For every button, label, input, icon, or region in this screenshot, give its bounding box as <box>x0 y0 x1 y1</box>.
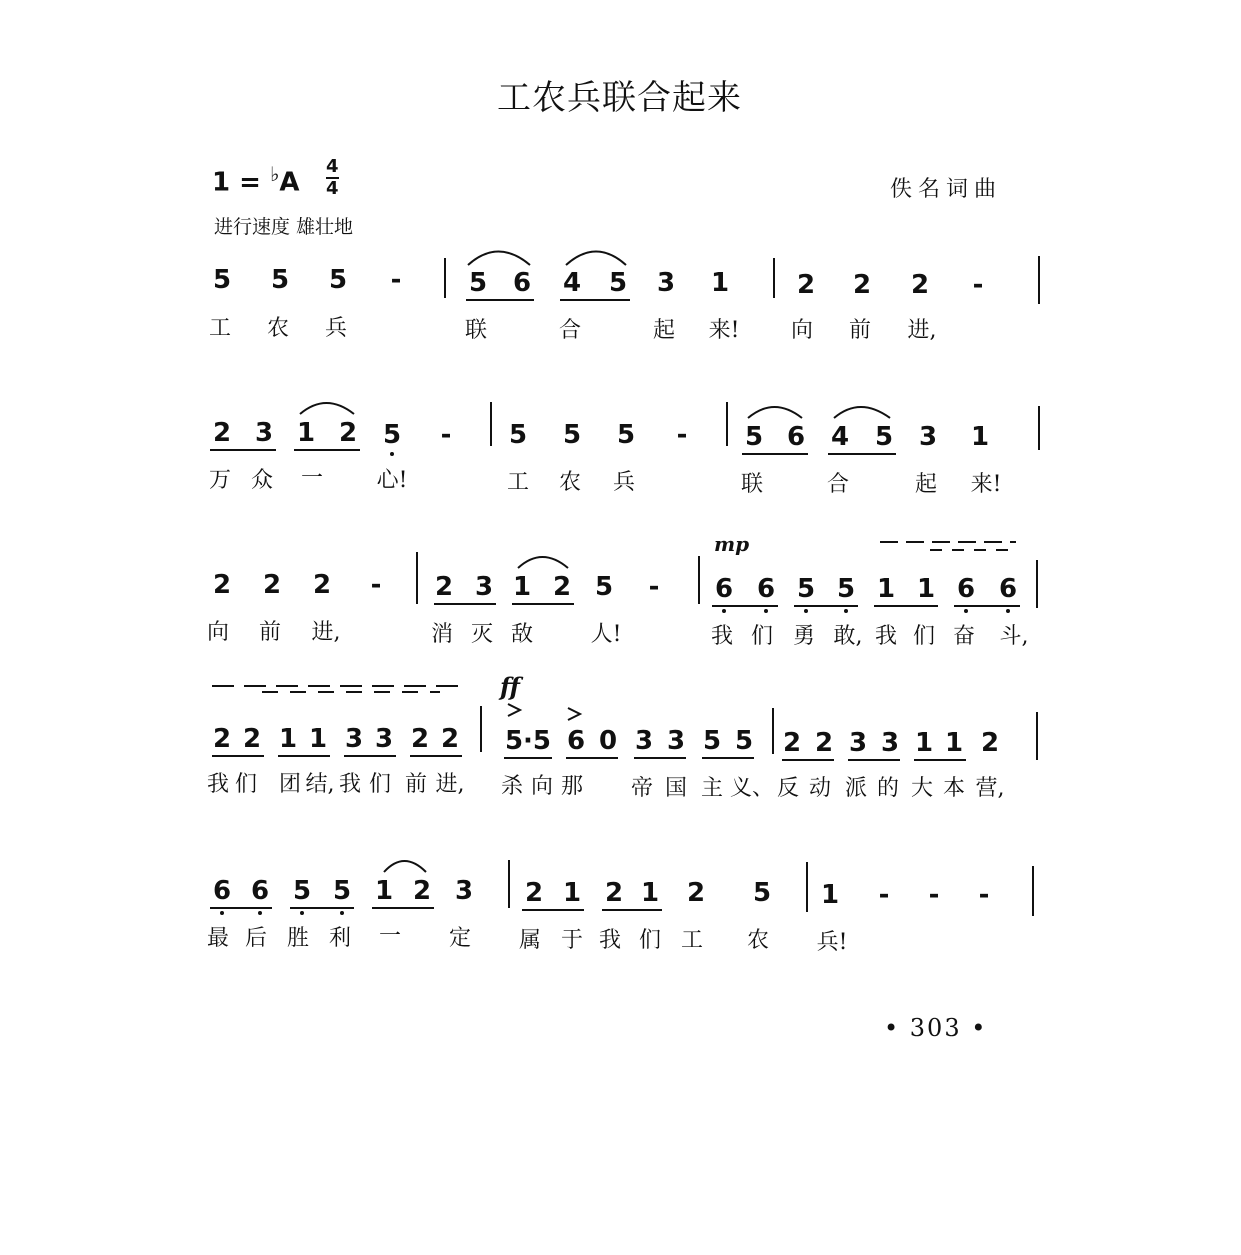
lyric: 向 <box>530 774 554 799</box>
slur <box>468 252 530 266</box>
credits: 佚名词曲 <box>890 177 1003 202</box>
lyric: 胜 <box>286 926 310 951</box>
lyric: 斗, <box>999 624 1029 649</box>
lyric: 国 <box>664 776 688 801</box>
lyric: 们 <box>912 624 936 649</box>
flat-sign: ♭ <box>269 162 280 186</box>
lyric: 勇 <box>792 624 816 649</box>
note: 5 <box>874 422 894 452</box>
note: 6 <box>250 876 270 906</box>
lyric: 工 <box>208 316 232 341</box>
note: 6 <box>956 574 976 604</box>
lyric: 进, <box>907 318 937 343</box>
lyric: 营, <box>975 776 1005 801</box>
note: 1 <box>916 574 936 604</box>
note: 6 <box>714 574 734 604</box>
note: - <box>978 880 990 910</box>
note: 1 <box>944 728 964 758</box>
note: 4 <box>830 422 850 452</box>
lyric: 联 <box>740 472 764 497</box>
note: 5 <box>468 268 488 298</box>
note: 2 <box>212 570 232 600</box>
lyric: 起 <box>652 318 676 343</box>
lyric: 奋 <box>952 624 976 649</box>
lyric: 起 <box>914 472 938 497</box>
note: 3 <box>344 724 364 754</box>
note: 2 <box>338 418 358 448</box>
note: 2 <box>814 728 834 758</box>
lyric: 合 <box>826 472 850 497</box>
dynamic-ff: ff <box>500 672 520 701</box>
note: 1 <box>562 878 582 908</box>
lyric: 动 <box>808 776 832 801</box>
note: 1 <box>278 724 298 754</box>
note: 2 <box>410 724 430 754</box>
note: 3 <box>374 724 394 754</box>
note: 6 <box>566 726 586 756</box>
accent-mark <box>568 708 580 720</box>
note: 1 <box>710 268 730 298</box>
slur <box>566 252 626 266</box>
lyric: 联 <box>464 318 488 343</box>
note: 5 <box>270 265 290 295</box>
note: 5 <box>212 265 232 295</box>
note: 5·5 <box>504 726 552 756</box>
note: 2 <box>262 570 282 600</box>
note: 2 <box>434 572 454 602</box>
note: 1 <box>970 422 990 452</box>
note: 3 <box>656 268 676 298</box>
note: 5 <box>752 878 772 908</box>
slur <box>384 861 426 872</box>
note: - <box>878 880 890 910</box>
lyric: 反 <box>776 776 800 801</box>
note: 5 <box>734 726 754 756</box>
lyric: 合 <box>558 318 582 343</box>
note: 2 <box>980 728 1000 758</box>
note: 2 <box>242 724 262 754</box>
note: 1 <box>640 878 660 908</box>
lyric: 农 <box>558 470 582 495</box>
lyric: 来! <box>970 472 1002 497</box>
lyric: 前 <box>404 772 428 797</box>
lyric: 来! <box>708 318 740 343</box>
note: 5 <box>292 876 312 906</box>
note: 4 <box>562 268 582 298</box>
note: 6 <box>512 268 532 298</box>
lyric: 我 <box>206 772 230 797</box>
lyric: 大 <box>910 776 934 801</box>
lyric: 农 <box>266 316 290 341</box>
tempo-marking: 进行速度 雄壮地 <box>214 216 354 238</box>
lyric: 们 <box>638 928 662 953</box>
note: 5 <box>702 726 722 756</box>
lyric: 于 <box>560 928 584 953</box>
lyric: 后 <box>244 926 268 951</box>
note: 2 <box>312 570 332 600</box>
note: - <box>928 880 940 910</box>
note: 1 <box>820 880 840 910</box>
note: 3 <box>634 726 654 756</box>
note: 5 <box>328 265 348 295</box>
lyric: 最 <box>206 926 230 951</box>
page-number: • 303 • <box>884 1014 988 1042</box>
lyric: 利 <box>328 926 352 951</box>
note: 5 <box>332 876 352 906</box>
lyric: 众 <box>250 468 274 493</box>
note: 2 <box>212 724 232 754</box>
lyric: 们 <box>750 624 774 649</box>
lyric: 主 <box>700 776 724 801</box>
lyric: 向 <box>206 620 230 645</box>
note: 2 <box>782 728 802 758</box>
note: 1 <box>308 724 328 754</box>
note: 0 <box>598 726 618 756</box>
lyric: 敢, <box>833 624 863 649</box>
dynamic-mp: mp <box>714 532 750 556</box>
note: 2 <box>524 878 544 908</box>
note: 5 <box>744 422 764 452</box>
lyric: 进, <box>311 620 341 645</box>
note: 1 <box>914 728 934 758</box>
lyric: 我 <box>598 928 622 953</box>
key-note: A <box>279 167 300 198</box>
lyric: 属 <box>518 928 542 953</box>
note: 5 <box>616 420 636 450</box>
note: 1 <box>296 418 316 448</box>
note: 3 <box>880 728 900 758</box>
lyric: 们 <box>368 772 392 797</box>
note: 1 <box>374 876 394 906</box>
lyric: 们 <box>234 772 258 797</box>
lyric: 帝 <box>630 776 654 801</box>
lyric: 前 <box>258 620 282 645</box>
slur <box>748 407 802 418</box>
note: 3 <box>474 572 494 602</box>
note: 2 <box>412 876 432 906</box>
lyric: 一 <box>378 924 402 949</box>
lyric: 我 <box>874 624 898 649</box>
note: 3 <box>254 418 274 448</box>
slur <box>834 407 890 418</box>
lyric: 团 <box>278 772 302 797</box>
lyric: 结, <box>305 772 335 797</box>
note: 5 <box>594 572 614 602</box>
note: 5 <box>562 420 582 450</box>
slur <box>300 403 354 414</box>
note: 2 <box>552 572 572 602</box>
lyric: 敌 <box>510 622 534 647</box>
note: 2 <box>440 724 460 754</box>
note: - <box>972 270 984 300</box>
note: - <box>676 420 688 450</box>
lyric: 万 <box>208 468 232 493</box>
note: 2 <box>852 270 872 300</box>
note: 3 <box>848 728 868 758</box>
lyric: 那 <box>560 774 584 799</box>
note: - <box>370 570 382 600</box>
lyric: 兵 <box>324 316 348 341</box>
note: 2 <box>686 878 706 908</box>
lyric: 义、 <box>729 776 775 801</box>
note: 6 <box>998 574 1018 604</box>
note: - <box>440 420 452 450</box>
lyric: 的 <box>876 776 900 801</box>
lyric: 工 <box>506 470 530 495</box>
key-prefix: 1 = <box>212 167 270 198</box>
lyric: 人! <box>590 622 622 647</box>
lyric: 我 <box>338 772 362 797</box>
note: 2 <box>796 270 816 300</box>
slur <box>518 557 568 568</box>
note: 2 <box>910 270 930 300</box>
lyric: 农 <box>746 928 770 953</box>
note: 5 <box>382 420 402 450</box>
note: 3 <box>666 726 686 756</box>
note: 3 <box>454 876 474 906</box>
note: 3 <box>918 422 938 452</box>
note: - <box>648 572 660 602</box>
note: 2 <box>604 878 624 908</box>
lyric: 向 <box>790 318 814 343</box>
song-title: 工农兵联合起来 <box>497 78 742 118</box>
accent-mark <box>508 704 520 716</box>
note: 5 <box>836 574 856 604</box>
lyric: 我 <box>710 624 734 649</box>
lyric: 消 <box>430 622 454 647</box>
note: 5 <box>608 268 628 298</box>
lyric: 前 <box>848 318 872 343</box>
lyric: 一 <box>300 466 324 491</box>
lyric: 派 <box>844 776 868 801</box>
note: 6 <box>786 422 806 452</box>
note: 6 <box>212 876 232 906</box>
note: 6 <box>756 574 776 604</box>
time-top: 4 <box>326 156 339 177</box>
note: 1 <box>876 574 896 604</box>
note: 2 <box>212 418 232 448</box>
time-bottom: 4 <box>326 178 339 199</box>
lyric: 进, <box>435 772 465 797</box>
lyric: 心! <box>376 468 408 493</box>
lyric: 杀 <box>500 774 524 799</box>
lyric: 本 <box>942 776 966 801</box>
lyric: 兵 <box>612 470 636 495</box>
lyric: 兵! <box>816 930 848 955</box>
note: 1 <box>512 572 532 602</box>
lyric: 工 <box>680 928 704 953</box>
lyric: 灭 <box>470 622 494 647</box>
note: - <box>390 265 402 295</box>
note: 5 <box>508 420 528 450</box>
note: 5 <box>796 574 816 604</box>
lyric: 定 <box>448 926 472 951</box>
